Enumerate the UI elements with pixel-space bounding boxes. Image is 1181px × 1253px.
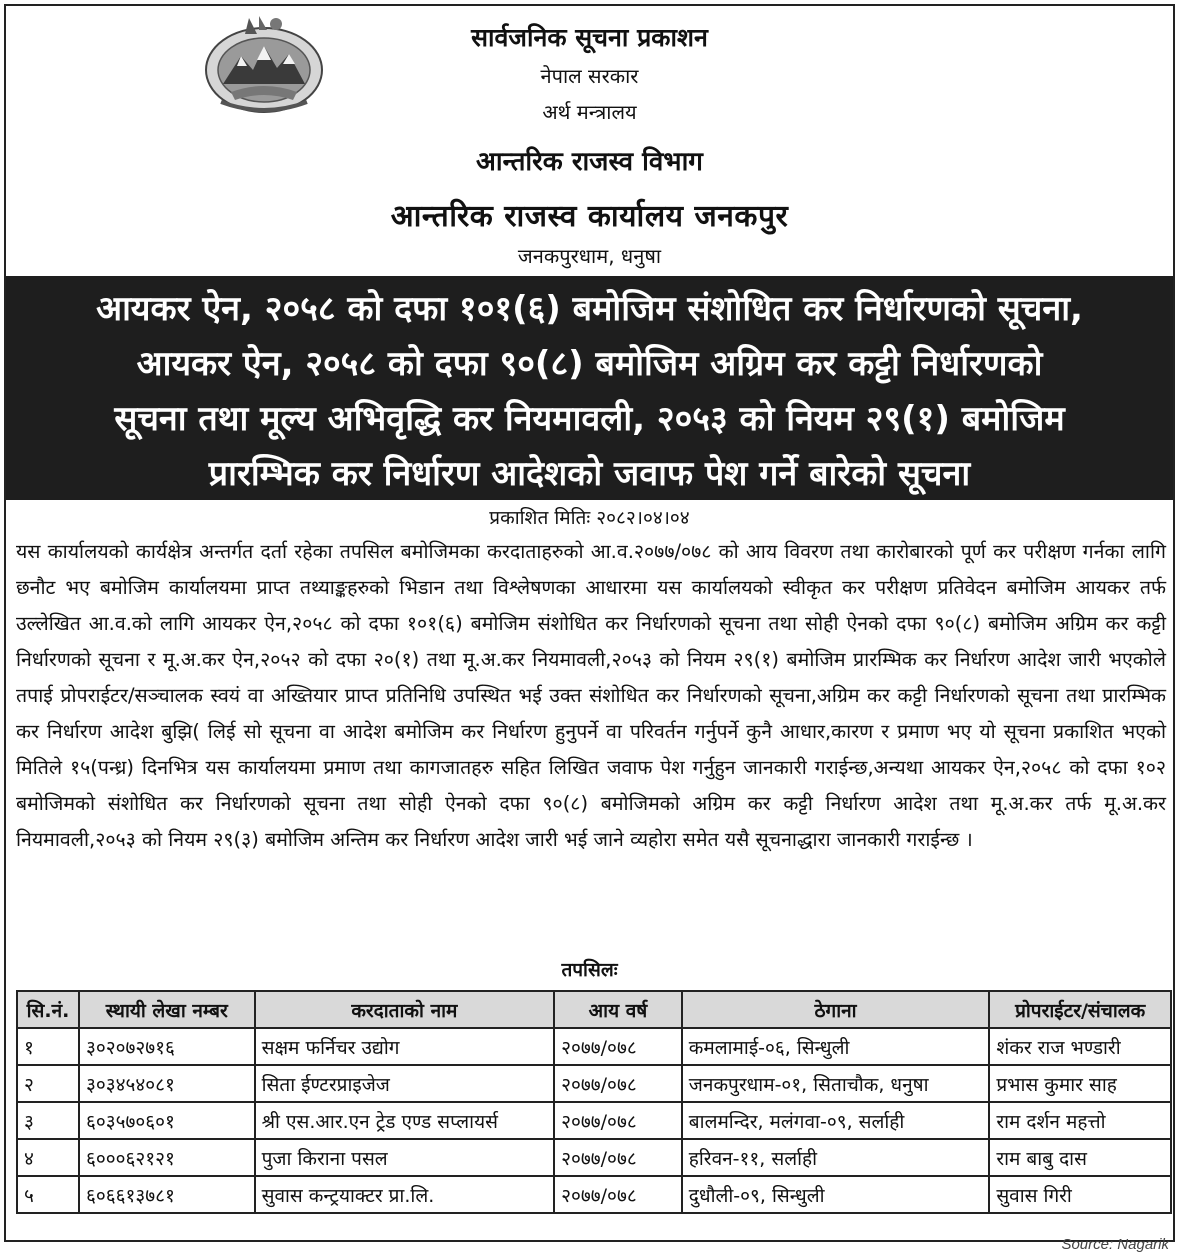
table-row (17, 1028, 1171, 1065)
pan-cell: ६०३५७०६०१ (79, 1102, 255, 1139)
pan-cell: ३०२०७२७१६ (79, 1028, 255, 1065)
government-name: नेपाल सरकार (540, 64, 639, 88)
notice-title: सार्वजनिक सूचना प्रकाशन (471, 23, 708, 52)
proprietor-cell: प्रभास कुमार साह (989, 1065, 1171, 1102)
taxpayer-name-cell: सक्षम फर्निचर उद्योग (255, 1028, 555, 1065)
serial-cell: २ (17, 1065, 79, 1102)
source-credit: Source: Nagarik (1061, 1236, 1169, 1253)
income-year-cell: २०७७/०७८ (554, 1176, 682, 1213)
serial-cell: ५ (17, 1176, 79, 1213)
serial-cell: ३ (17, 1102, 79, 1139)
pan-cell: ३०३४५४०८१ (79, 1065, 255, 1102)
table-title: तपसिलः (561, 959, 618, 981)
proprietor-cell: राम बाबु दास (989, 1139, 1171, 1176)
banner-line: आयकर ऐन, २०५८ को दफा १०१(६) बमोजिम संशोधित कर निर्धारणको सूचना, (96, 289, 1083, 329)
office-location: जनकपुरधाम, धनुषा (517, 244, 662, 268)
table-row (17, 1102, 1171, 1139)
pan-cell: ६०००६२१२१ (79, 1139, 255, 1176)
taxpayer-name-cell: सुवास कन्ट्रयाक्टर प्रा.लि. (255, 1176, 555, 1213)
banner-line: प्रारम्भिक कर निर्धारण आदेशको जवाफ पेश गर्ने बारेको सूचना (208, 454, 971, 494)
address-cell: हरिवन-११, सर्लाही (682, 1139, 990, 1176)
income-year-cell: २०७७/०७८ (554, 1028, 682, 1065)
taxpayer-table (16, 990, 1172, 1214)
table-row (17, 1065, 1171, 1102)
address-cell: दुधौली-०९, सिन्धुली (682, 1176, 990, 1213)
income-year-cell: २०७७/०७८ (554, 1139, 682, 1176)
notice-banner (6, 276, 1173, 500)
column-header: स्थायी लेखा नम्बर (79, 991, 255, 1028)
table-header-row (17, 991, 1171, 1028)
office-name: आन्तरिक राजस्व कार्यालय जनकपुर (390, 199, 789, 234)
pan-cell: ६०६६१३७८१ (79, 1176, 255, 1213)
banner-line: सूचना तथा मूल्य अभिवृद्धि कर नियमावली, २०५३ को नियम २९(१) बमोजिम (114, 399, 1065, 439)
address-cell: कमलामाई-०६, सिन्धुली (682, 1028, 990, 1065)
taxpayer-name-cell: पुजा किराना पसल (255, 1139, 555, 1176)
proprietor-cell: राम दर्शन महत्तो (989, 1102, 1171, 1139)
address-cell: जनकपुरधाम-०१, सिताचौक, धनुषा (682, 1065, 990, 1102)
column-header: करदाताको नाम (255, 991, 555, 1028)
notice-page (4, 4, 1175, 1242)
income-year-cell: २०७७/०७८ (554, 1102, 682, 1139)
income-year-cell: २०७७/०७८ (554, 1065, 682, 1102)
address-cell: बालमन्दिर, मलंगवा-०९, सर्लाही (682, 1102, 990, 1139)
column-header: आय वर्ष (554, 991, 682, 1028)
serial-cell: ४ (17, 1139, 79, 1176)
published-date: प्रकाशित मितिः २०८२।०४।०४ (489, 507, 690, 529)
taxpayer-name-cell: सिता ईण्टरप्राइजेज (255, 1065, 555, 1102)
serial-cell: १ (17, 1028, 79, 1065)
column-header: प्रोपराईटर/संचालक (989, 991, 1171, 1028)
table-row (17, 1176, 1171, 1213)
column-header: ठेगाना (682, 991, 990, 1028)
table-row (17, 1139, 1171, 1176)
notice-body: यस कार्यालयको कार्यक्षेत्र अन्तर्गत दर्ता रहेका तपसिल बमोजिमका करदाताहरुको आ.व.२०७७/०७८ को आय विवरण तथा कारोबारको पूर्ण कर परीक्षण गर्नका लागि छनौट भए बमोजिम कार्यालयमा प्राप्त तथ्याङ्कहरुको भिडान तथा विश्लेषणका आधारमा यस कार्यालयको स्वीकृत कर परीक्षण प्रतिवेदन बमोजिम आयकर तर्फ उल्लेखित आ.व.को लागि आयकर ऐन,२०५८ को दफा १०१(६) बमोजिम संशोधित कर निर्धारणको सूचना तथा सोही ऐनको दफा ९०(८) बमोजिम अग्रिम कर कट्टी निर्धारणको सूचना र मू.अ.कर ऐन,२०५२ को दफा २०(१) तथा मू.अ.कर नियमावली,२०५३ को नियम २९(१) बमोजिम प्रारम्भिक कर निर्धारण आदेश जारी भएकोले तपाई प्रोपराईटर/सञ्चालक स्वयं वा अख्तियार प्राप्त प्रतिनिधि उपस्थित भई उक्त संशोधित कर निर्धारणको सूचना,अग्रिम कर कट्टी निर्धारणको सूचना तथा प्रारम्भिक कर निर्धारण आदेश बुझि( लिई सो सूचना वा आदेश बमोजिम कर निर्धारण हुनुपर्ने वा परिवर्तन गर्नुपर्ने कुनै आधार,कारण र प्रमाण भए यो सूचना प्रकाशित भएको मितिले १५(पन्ध्र) दिनभित्र यस कार्यालयमा प्रमाण तथा कागजातहरु सहित लिखित जवाफ पेश गर्नुहुन जानकारी गराईन्छ,अन्यथा आयकर ऐन,२०५८ को दफा १०२ बमोजिमको संशोधित कर निर्धारणको सूचना तथा सोही ऐनको दफा ९०(८) बमोजिमको अग्रिम कर कट्टी निर्धारण आदेश तथा मू.अ.कर तर्फ मू.अ.कर नियमावली,२०५३ को नियम २९(३) बमोजिम अन्तिम कर निर्धारण आदेश जारी भई जाने व्यहोरा समेत यसै सूचनाद्धारा जानकारी गराईन्छ । (16, 540, 1166, 851)
banner-line: आयकर ऐन, २०५८ को दफा ९०(८) बमोजिम अग्रिम कर कट्टी निर्धारणको (136, 344, 1043, 384)
ministry-name: अर्थ मन्त्रालय (542, 100, 637, 124)
proprietor-cell: सुवास गिरी (989, 1176, 1171, 1213)
department-name: आन्तरिक राजस्व विभाग (476, 147, 703, 177)
taxpayer-name-cell: श्री एस.आर.एन ट्रेड एण्ड सप्लायर्स (255, 1102, 555, 1139)
column-header: सि.नं. (17, 991, 79, 1028)
proprietor-cell: शंकर राज भण्डारी (989, 1028, 1171, 1065)
